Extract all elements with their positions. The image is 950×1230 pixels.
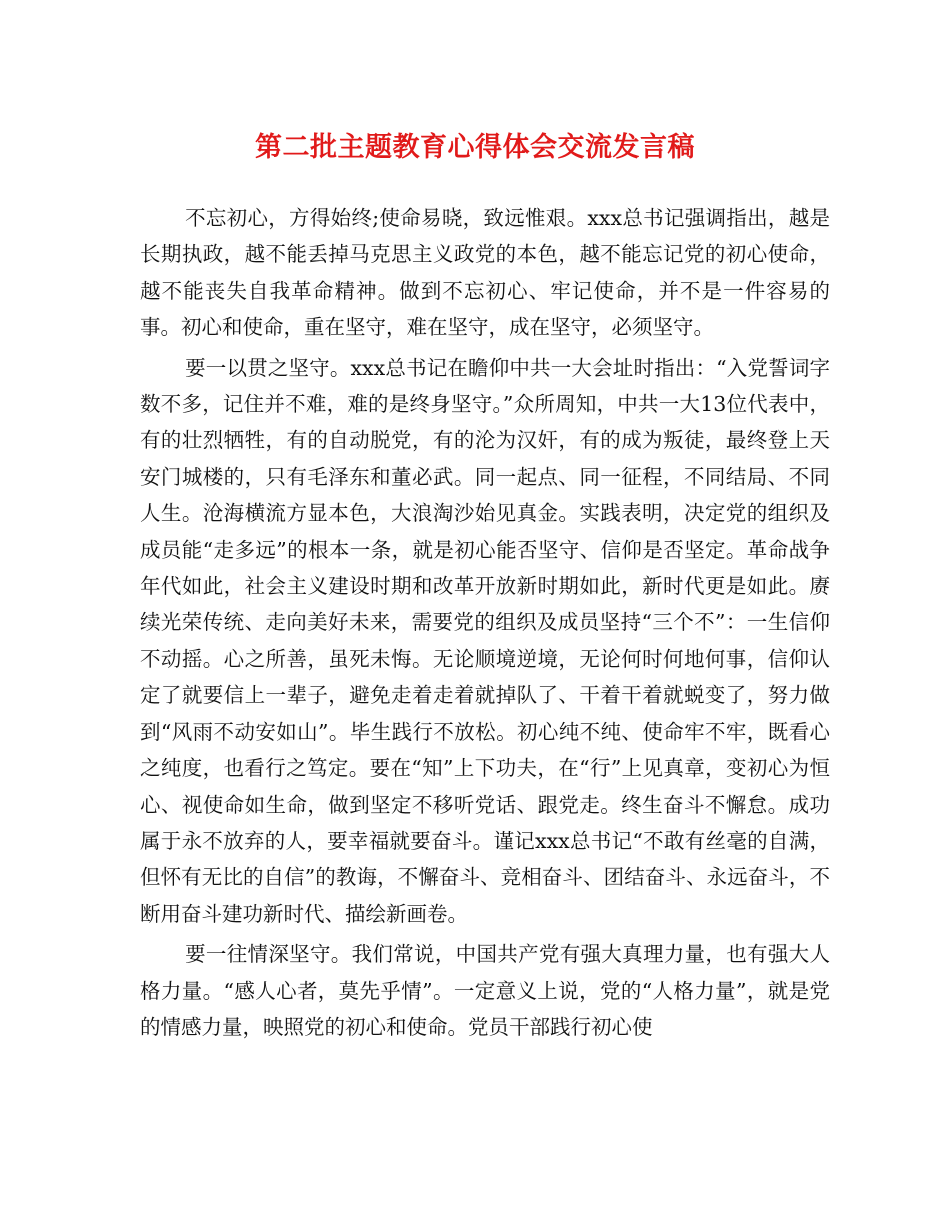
document-body bbox=[140, 200, 830, 1049]
paragraph-3: 要一往情深坚守。我们常说，中国共产党有强大真理力量，也有强大人格力量。“感人心者，莫先乎情”。一定意义上说，党的“人格力量”，就是党的情感力量，映照党的初心和使命。党员干部践行初心使 bbox=[140, 942, 830, 1039]
document-title: 第二批主题教育心得体会交流发言稿 bbox=[255, 132, 695, 163]
paragraph-2: 要一以贯之坚守。xxx总书记在瞻仰中共一大会址时指出：“入党誓词字数不多，记住并不难，难的是终身坚守。”众所周知，中共一大13位代表中，有的壮烈牺牲，有的自动脱党，有的沦为汉奸，有的成为叛徒，最终登上天安门城楼的，只有毛泽东和董必武。同一起点、同一征程，不同结局、不同人生。沧海横流方显本色，大浪淘沙始见真金。实践表明，决定党的组织及成员能“走多远”的根本一条，就是初心能否坚守、信仰是否坚定。革命战争年代如此，社会主义建设时期和改革开放新时期如此，新时代更是如此。赓续光荣传统、走向美好未来，需要党的组织及成员坚持“三个不”：一生信仰不动摇。心之所善，虽死未悔。无论顺境逆境，无论何时何地何事，信仰认定了就要信上一辈子，避免走着走着就掉队了、干着干着就蜕变了，努力做到“风雨不动安如山”。毕生践行不放松。初心纯不纯、使命牢不牢，既看心之纯度，也看行之笃定。要在“知”上下功夫，在“行”上见真章，变初心为恒心、视使命如生命，做到坚定不移听党话、跟党走。终生奋斗不懈怠。成功属于永不放弃的人，要幸福就要奋斗。谨记xxx总书记“不敢有丝毫的自满，但怀有无比的自信”的教诲，不懈奋斗、竞相奋斗、团结奋斗、永远奋斗，不断用奋斗建功新时代、描绘新画卷。 bbox=[140, 355, 830, 926]
paragraph-1: 不忘初心，方得始终;使命易晓，致远惟艰。xxx总书记强调指出，越是长期执政，越不能丢掉马克思主义政党的本色，越不能忘记党的初心使命，越不能丧失自我革命精神。做到不忘初心、牢记使命，并不是一件容易的事。初心和使命，重在坚守，难在坚守，成在坚守，必须坚守。 bbox=[140, 206, 830, 340]
